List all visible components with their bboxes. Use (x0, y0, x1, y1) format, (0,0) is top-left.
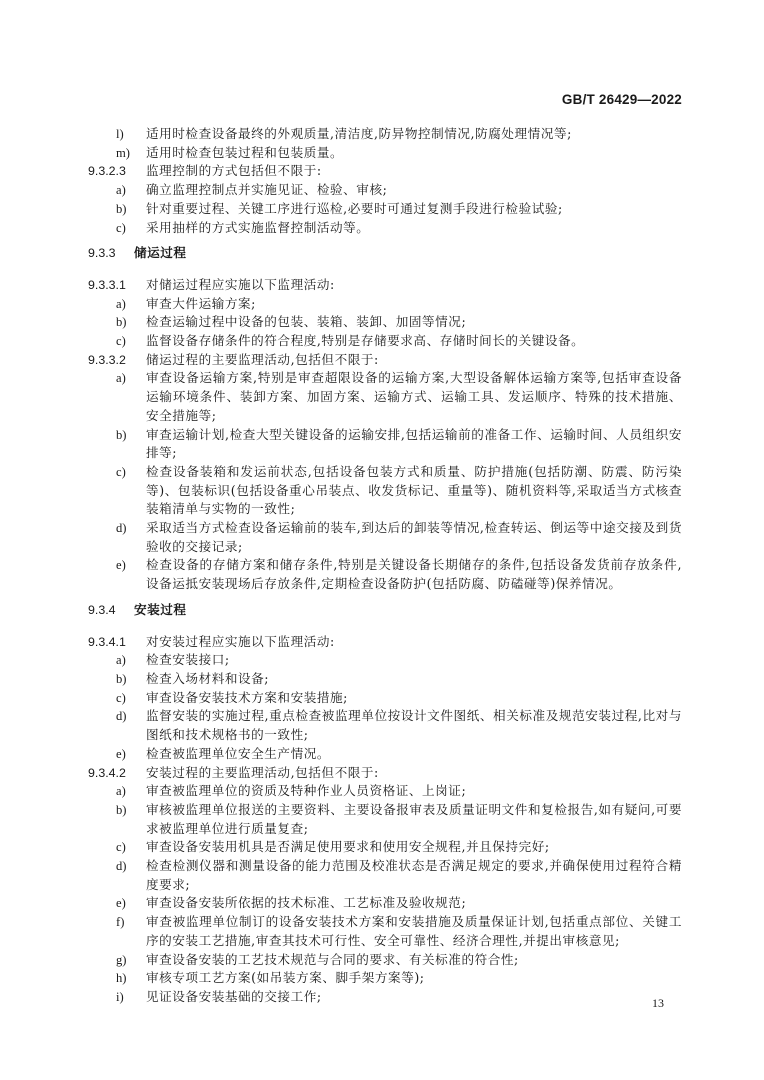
paragraph-text: 对储运过程应实施以下监理活动: (146, 276, 335, 292)
paragraph-text: 检查设备的存储方案和储存条件,特别是关键设备长期储存的条件,包括设备发货前存放条件,设备运抵安装现场后存放条件,定期检查设备防护(包括防腐、防磕碰等)保养情况。 (146, 557, 682, 592)
clause-number: 9.3.4.1 (88, 634, 126, 649)
list-item (88, 801, 682, 838)
item-label: e) (116, 896, 126, 911)
section-heading (88, 601, 682, 620)
list-item (88, 556, 682, 593)
paragraph-text: 适用时检查设备最终的外观质量,清洁度,防异物控制情况,防腐处理情况等; (146, 126, 572, 141)
list-item (88, 219, 682, 238)
list-item (88, 369, 682, 425)
paragraph-text: 监督设备存储条件的符合程度,特别是存储要求高、存储时间长的关键设备。 (146, 333, 585, 349)
heading-text: 安装过程 (134, 601, 187, 617)
paragraph-text: 审核专项工艺方案(如吊装方案、脚手架方案等); (146, 970, 425, 986)
list-item (88, 463, 682, 519)
page-number: 13 (652, 996, 664, 1010)
item-label: l) (116, 127, 124, 141)
list-item (88, 745, 682, 764)
paragraph-text: 审查大件运输方案; (146, 295, 256, 311)
list-item (88, 519, 682, 556)
item-label: i) (116, 989, 124, 1004)
clause-number: 9.3.3.2 (88, 352, 126, 367)
item-label: f) (116, 915, 125, 930)
paragraph-text: 审查运输计划,检查大型关键设备的运输安排,包括运输前的准备工作、运输时间、人员组织安排等; (146, 426, 682, 461)
paragraph-text: 见证设备安装基础的交接工作; (146, 988, 322, 1004)
list-item (88, 295, 682, 314)
paragraph-text: 审查被监理单位的资质及特种作业人员资格证、上岗证; (146, 783, 467, 799)
paragraph-text: 审查设备安装技术方案和安装措施; (146, 689, 348, 705)
clause-paragraph (88, 276, 682, 295)
item-label: d) (116, 521, 127, 536)
item-label: a) (116, 371, 126, 386)
item-label: c) (116, 690, 126, 705)
list-item (88, 200, 682, 219)
paragraph-text: 审查设备安装所依据的技术标准、工艺标准及验收规范; (146, 895, 467, 911)
clause-paragraph (88, 764, 682, 783)
item-label: b) (116, 315, 127, 330)
paragraph-text: 监理控制的方式包括但不限于: (146, 163, 322, 179)
paragraph-text: 审核被监理单位报送的主要资料、主要设备报审表及质量证明文件和复检报告,如有疑问,可要求被监理单位进行质量复查; (146, 801, 682, 836)
list-item (88, 332, 682, 351)
item-label: a) (116, 183, 126, 198)
item-label: b) (116, 201, 127, 216)
list-item (88, 894, 682, 913)
paragraph-text: 适用时检查包装过程和包装质量。 (146, 144, 344, 160)
clause-number: 9.3.4 (88, 602, 116, 617)
item-label: c) (116, 840, 126, 855)
item-label: d) (116, 709, 127, 724)
clause-paragraph (88, 633, 682, 652)
list-item (88, 181, 682, 200)
paragraph-text: 采取适当方式检查设备运输前的装车,到达后的卸装等情况,检查转运、倒运等中途交接及到货验收的交接记录; (146, 520, 682, 554)
paragraph-text: 审查设备安装用机具是否满足使用要求和使用安全规程,并且保持完好; (146, 839, 550, 855)
paragraph-text: 检查安装接口; (146, 652, 230, 668)
clause-number: 9.3.4.2 (88, 765, 126, 780)
section-heading (88, 244, 682, 263)
item-label: h) (116, 971, 127, 986)
list-item (88, 144, 682, 163)
paragraph-text: 审查设备运输方案,特别是审查超限设备的运输方案,大型设备解体运输方案等,包括审查设备运输环境条件、装卸方案、加固方案、运输方式、运输工具、发运顺序、特殊的技术措施、安全措施等; (146, 370, 682, 423)
item-label: g) (116, 952, 127, 967)
item-label: b) (116, 427, 127, 442)
list-item (88, 651, 682, 670)
paragraph-text: 审查设备安装的工艺技术规范与合同的要求、有关标准的符合性; (146, 951, 519, 967)
list-item (88, 689, 682, 708)
list-item (88, 951, 682, 970)
clause-number: 9.3.3 (88, 246, 116, 261)
paragraph-text: 审查被监理单位制订的设备安装技术方案和安装措施及质量保证计划,包括重点部位、关键工序的安装工艺措施,审查其技术可行性、安全可靠性、经济合理性,并提出审核意见; (146, 914, 682, 948)
item-label: c) (116, 334, 126, 349)
list-item (88, 838, 682, 857)
list-item (88, 988, 682, 1007)
item-label: c) (116, 464, 126, 479)
document-body (88, 125, 682, 1007)
list-item (88, 707, 682, 744)
paragraph-text: 对安装过程应实施以下监理活动: (146, 633, 335, 649)
list-item (88, 782, 682, 801)
heading-text: 储运过程 (134, 245, 187, 261)
item-label: d) (116, 859, 127, 874)
clause-paragraph (88, 162, 682, 181)
list-item (88, 857, 682, 894)
item-label: b) (116, 802, 127, 817)
list-item (88, 670, 682, 689)
item-label: m) (116, 145, 130, 160)
clause-number: 9.3.3.1 (88, 277, 126, 292)
paragraph-text: 针对重要过程、关键工序进行巡检,必要时可通过复测手段进行检验试验; (146, 200, 563, 216)
list-item (88, 913, 682, 950)
item-label: a) (116, 296, 126, 311)
paragraph-text: 检查入场材料和设备; (146, 670, 270, 686)
item-label: a) (116, 784, 126, 799)
paragraph-text: 采用抽样的方式实施监督控制活动等。 (146, 219, 370, 235)
standard-code-header: GB/T 26429—2022 (561, 92, 682, 107)
list-item (88, 313, 682, 332)
item-label: a) (116, 653, 126, 668)
paragraph-text: 检查被监理单位安全生产情况。 (146, 745, 331, 761)
list-item (88, 125, 682, 144)
paragraph-text: 安装过程的主要监理活动,包括但不限于: (146, 764, 379, 780)
list-item (88, 969, 682, 988)
paragraph-text: 储运过程的主要监理活动,包括但不限于: (146, 351, 379, 367)
paragraph-text: 监督安装的实施过程,重点检查被监理单位按设计文件图纸、相关标准及规范安装过程,比对与图纸和技术规格书的一致性; (146, 708, 682, 743)
paragraph-text: 检查运输过程中设备的包装、装箱、装卸、加固等情况; (146, 314, 467, 330)
list-item (88, 426, 682, 463)
item-label: c) (116, 220, 126, 235)
clause-number: 9.3.2.3 (88, 164, 126, 179)
item-label: e) (116, 558, 126, 573)
paragraph-text: 检查设备装箱和发运前状态,包括设备包装方式和质量、防护措施(包括防潮、防震、防污染等)、包装标识(包括设备重心吊装点、收发货标记、重量等)、随机资料等,采取适当方式核查装箱清单与实物的一致性; (146, 463, 682, 517)
paragraph-text: 确立监理控制点并实施见证、检验、审核; (146, 182, 388, 198)
paragraph-text: 检查检测仪器和测量设备的能力范围及校准状态是否满足规定的要求,并确保使用过程符合精度要求; (146, 858, 682, 892)
item-label: e) (116, 746, 126, 761)
item-label: b) (116, 671, 127, 686)
clause-paragraph (88, 351, 682, 370)
